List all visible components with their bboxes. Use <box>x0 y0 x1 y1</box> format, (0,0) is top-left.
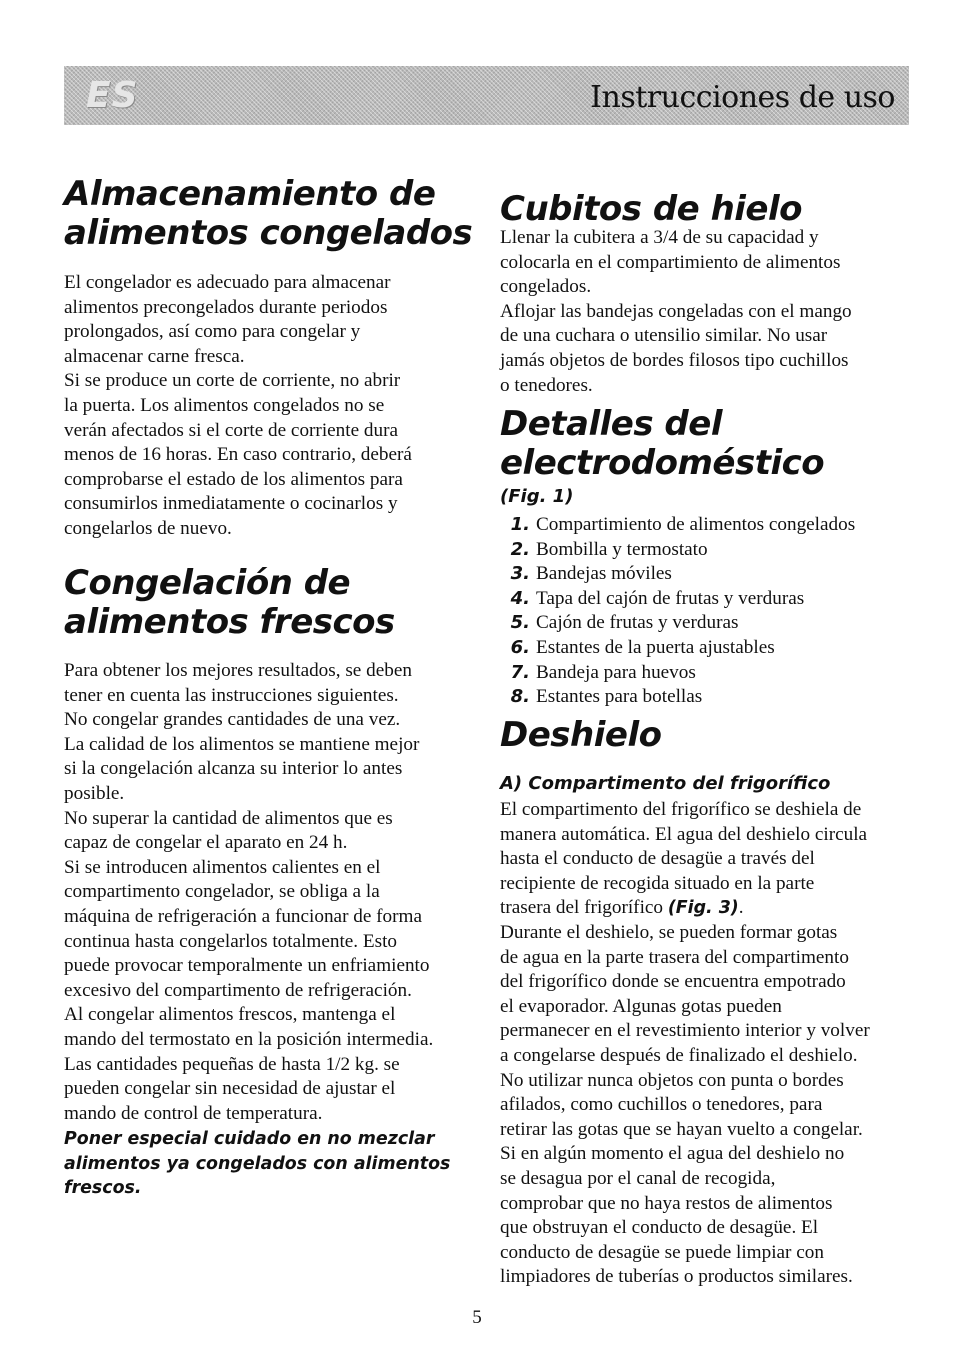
text-line: afilados, como cuchillos o tenedores, para <box>500 1094 823 1116</box>
text-line: comprobar que no haya restos de alimentos <box>500 1192 833 1214</box>
paragraph-deshielo <box>500 798 870 1290</box>
paragraph-congelacion <box>64 659 433 1126</box>
text-line: permanecer en el revestimiento interior y volver <box>500 1020 870 1042</box>
item-number: 6. <box>510 636 530 658</box>
text-line: El compartimento del frigorífico se deshiela de <box>500 799 862 820</box>
text-line: jamás objetos de bordes filosos tipo cuchillos <box>500 349 849 371</box>
text-line: Llenar la cubitera a 3/4 de su capacidad y <box>500 227 819 248</box>
text-line: almacenar carne fresca. <box>64 345 245 367</box>
item-number: 8. <box>510 686 530 708</box>
text-line: El congelador es adecuado para almacenar <box>64 272 391 293</box>
parts-list <box>500 513 855 710</box>
text-line: menos de 16 horas. En caso contrario, deberá <box>64 444 412 466</box>
list-item <box>500 587 855 612</box>
text-line: Si se introducen alimentos calientes en el <box>64 856 381 878</box>
warning-note <box>64 1127 450 1201</box>
page-number: 5 <box>472 1307 482 1328</box>
figure-reference: (Fig. 3) <box>667 898 739 919</box>
item-text: Bombilla y termostato <box>536 538 708 560</box>
text-fragment: . <box>738 897 744 919</box>
section-heading-detalles <box>500 405 824 483</box>
text-line: colocarla en el compartimiento de alimentos <box>500 251 841 273</box>
text-line: verán afectados si el corte de corriente dura <box>64 419 399 441</box>
text-line: del frigorífico donde se encuentra empotrado <box>500 971 846 993</box>
text-line: Para obtener los mejores resultados, se deben <box>64 660 412 681</box>
text-line: o tenedores. <box>500 374 593 396</box>
text-line: La calidad de los alimentos se mantiene mejor <box>64 733 420 755</box>
text-line: de una cuchara o utensilio similar. No usar <box>500 325 828 347</box>
item-text: Bandeja para huevos <box>536 661 696 683</box>
text-line: tener en cuenta las instrucciones siguientes. <box>64 684 399 706</box>
heading-line: Almacenamiento de <box>64 174 436 214</box>
text-line: continua hasta congelarlos totalmente. Esto <box>64 930 398 952</box>
text-line: prolongados, así como para congelar y <box>64 321 361 343</box>
text-line: comprobarse el estado de los alimentos para <box>64 468 403 490</box>
item-number: 2. <box>510 538 530 560</box>
text-line: mando del termostato en la posición intermedia. <box>64 1028 434 1050</box>
text-line: que obstruyan el conducto de desagüe. El <box>500 1217 819 1239</box>
text-line: a congelarse después de finalizado el deshielo. <box>500 1044 858 1066</box>
header-banner <box>64 66 909 125</box>
text-line: Si en algún momento el agua del deshielo no <box>500 1143 845 1165</box>
heading-line: electrodoméstico <box>500 443 825 483</box>
text-line: posible. <box>64 782 125 804</box>
text-line: No utilizar nunca objetos con punta o bordes <box>500 1069 844 1091</box>
text-line: manera automática. El agua del deshielo circula <box>500 823 868 845</box>
text-line: la puerta. Los alimentos congelados no se <box>64 394 385 416</box>
note-line: frescos. <box>64 1178 142 1199</box>
text-line: retirar las gotas que se hayan vuelto a congelar. <box>500 1118 863 1140</box>
item-text: Tapa del cajón de frutas y verduras <box>536 587 805 609</box>
heading-line: alimentos frescos <box>64 602 395 642</box>
text-line: limpiadores de tuberías o productos similares. <box>500 1266 853 1288</box>
item-number: 3. <box>510 563 530 585</box>
page-header-title: Instrucciones de uso <box>590 80 895 115</box>
item-number: 5. <box>510 612 530 634</box>
text-fragment: trasera del frigorífico <box>500 897 668 919</box>
section-heading-almacenamiento <box>64 175 472 253</box>
subheading-compartimento: A) Compartimento del frigorífico <box>500 773 831 794</box>
text-line: No superar la cantidad de alimentos que es <box>64 807 393 829</box>
text-line: si la congelación alcanza su interior lo antes <box>64 758 403 780</box>
text-line: mando de control de temperatura. <box>64 1102 323 1124</box>
section-heading-cubitos: Cubitos de hielo <box>500 189 803 229</box>
heading-line: alimentos congelados <box>64 213 473 253</box>
text-line: conducto de desagüe se puede limpiar con <box>500 1241 824 1263</box>
heading-line: Detalles del <box>500 404 722 444</box>
text-line: capaz de congelar el aparato en 24 h. <box>64 832 348 854</box>
text-line: Durante el deshielo, se pueden formar gotas <box>500 921 838 943</box>
text-line: congelados. <box>500 276 592 298</box>
text-line: pueden congelar sin necesidad de ajustar el <box>64 1078 396 1100</box>
section-heading-congelacion <box>64 564 395 642</box>
item-number: 1. <box>510 514 530 535</box>
text-line: alimentos precongelados durante periodos <box>64 296 388 318</box>
text-line: No congelar grandes cantidades de una vez. <box>64 709 401 731</box>
text-line: excesivo del compartimento de refrigeración. <box>64 979 412 1001</box>
section-heading-deshielo: Deshielo <box>500 715 662 755</box>
paragraph-cubitos <box>500 226 852 398</box>
list-item <box>500 538 855 563</box>
text-line: consumirlos inmediatamente o cocinarlos y <box>64 493 398 515</box>
text-line: Al congelar alimentos frescos, mantenga el <box>64 1004 396 1026</box>
list-item <box>500 562 855 587</box>
list-item <box>500 661 855 686</box>
item-text: Bandejas móviles <box>536 563 672 585</box>
note-line: alimentos ya congelados con alimentos <box>64 1153 451 1174</box>
item-number: 4. <box>510 587 530 609</box>
text-line: recipiente de recogida situado en la parte <box>500 872 815 894</box>
heading-line: Congelación de <box>64 563 351 603</box>
text-line: Aflojar las bandejas congeladas con el mango <box>500 300 852 322</box>
language-code: ES <box>86 75 139 116</box>
item-text: Cajón de frutas y verduras <box>536 612 739 634</box>
text-line: máquina de refrigeración a funcionar de forma <box>64 905 422 927</box>
paragraph-almacenamiento <box>64 271 412 542</box>
item-text: Compartimiento de alimentos congelados <box>536 514 856 535</box>
list-item <box>500 636 855 661</box>
item-number: 7. <box>510 661 530 683</box>
text-line: el evaporador. Algunas gotas pueden <box>500 995 782 1017</box>
list-item <box>500 513 855 538</box>
list-item <box>500 611 855 636</box>
item-text: Estantes para botellas <box>536 686 703 708</box>
text-line: se desagua por el canal de recogida, <box>500 1167 776 1189</box>
text-line: de agua en la parte trasera del compartimento <box>500 946 849 968</box>
list-item <box>500 685 855 710</box>
text-line: Las cantidades pequeñas de hasta 1/2 kg. se <box>64 1053 400 1075</box>
text-line: puede provocar temporalmente un enfriamiento <box>64 955 430 977</box>
text-line: hasta el conducto de desagüe a través del <box>500 848 815 870</box>
figure-reference: (Fig. 1) <box>500 486 574 507</box>
text-line <box>500 896 870 921</box>
text-line: Si se produce un corte de corriente, no abrir <box>64 370 401 392</box>
note-line: Poner especial cuidado en no mezclar <box>64 1129 435 1149</box>
text-line: congelarlos de nuevo. <box>64 517 232 539</box>
text-line: compartimento congelador, se obliga a la <box>64 881 380 903</box>
item-text: Estantes de la puerta ajustables <box>536 636 775 658</box>
